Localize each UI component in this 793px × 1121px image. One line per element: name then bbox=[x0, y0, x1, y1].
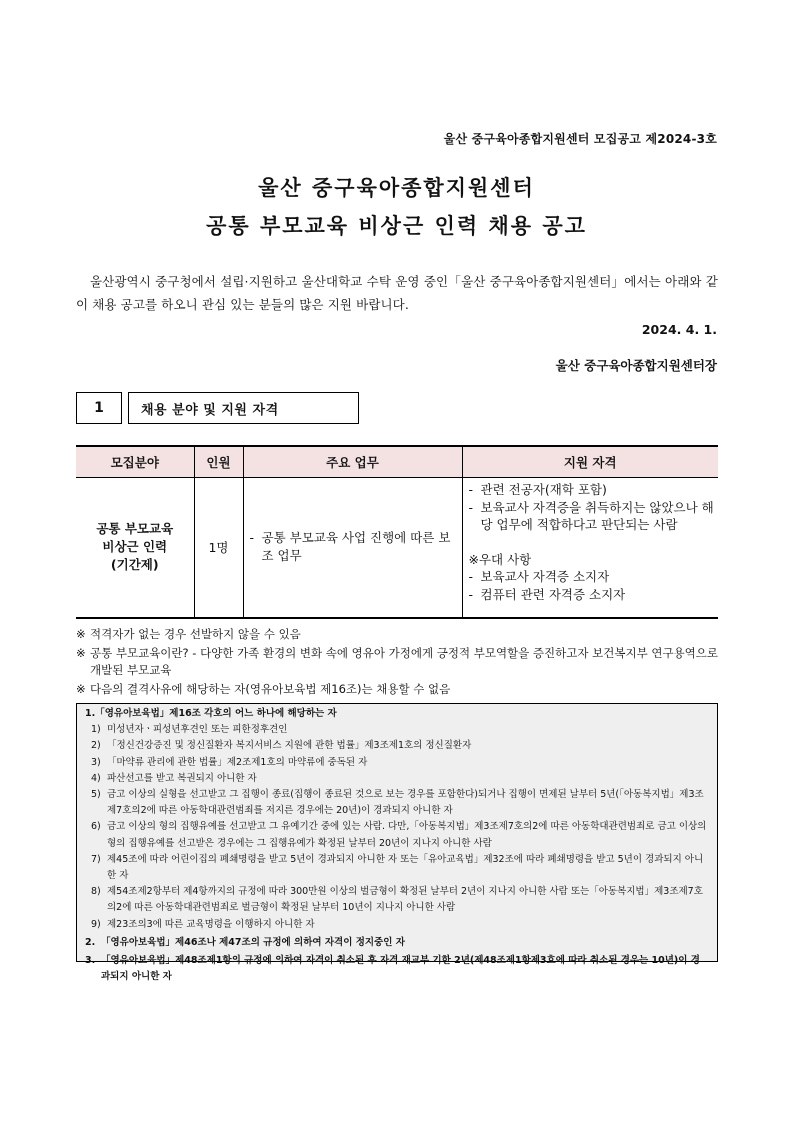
qualification-item: 관련 전공자(재학 포함) bbox=[480, 482, 607, 497]
field-line: 공통 부모교육 bbox=[96, 521, 174, 537]
list-item: 1) 미성년자ㆍ피성년후견인 또는 피한정후견인 bbox=[91, 724, 288, 736]
header-duty: 주요 업무 bbox=[243, 446, 462, 478]
list-item: 2) 「정신건강증진 및 정신질환자 복지서비스 지원에 관한 법률」제3조제1호의 정신질환자 bbox=[91, 740, 472, 752]
field-line: 비상근 인력 bbox=[102, 539, 168, 555]
recruitment-table bbox=[76, 445, 718, 619]
notes bbox=[76, 626, 718, 699]
list-item: 9) 제23조의3에 따른 교육명령을 이행하지 아니한 자 bbox=[91, 918, 315, 930]
disqualification-box bbox=[76, 703, 718, 983]
section-number: 1 bbox=[76, 392, 122, 424]
duty-text: 공통 부모교육 사업 진행에 따른 보조 업무 bbox=[261, 530, 451, 564]
note-item: ※ 적격자가 없는 경우 선발하지 않을 수 있음 bbox=[76, 627, 301, 641]
preference-item: 보육교사 자격증 소지자 bbox=[480, 569, 610, 584]
list-item: 3) 「마약류 관리에 관한 법률」제2조제1호의 마약류에 중독된 자 bbox=[91, 756, 368, 768]
qualification-cell: - 관련 전공자(재학 포함) - 보육교사 자격증을 취득하지는 않았으나 해당 업무에 적합하다고 판단되는 사람 ※우대 사항 - 보육교사 자격증 소지자 - 컴퓨터 관련 자격증 소지자 bbox=[462, 478, 718, 618]
table-header-row bbox=[76, 446, 718, 478]
intro-paragraph: 울산광역시 중구청에서 설립·지원하고 울산대학교 수탁 운영 중인「울산 중구육아종합지원센터」에서는 아래와 같이 채용 공고를 하오니 관심 있는 분들의 많은 지원 바랍니다. bbox=[76, 274, 718, 312]
title-recruitment: 공통 부모교육 비상근 인력 채용 공고 bbox=[206, 214, 587, 238]
qualification-item: 보육교사 자격증을 취득하지는 않았으나 해당 업무에 적합하다고 판단되는 사람 bbox=[480, 499, 714, 532]
field-cell bbox=[76, 478, 194, 618]
list-item: 5) 금고 이상의 실형을 선고받고 그 집행이 종료(집행이 종료된 것으로 보는 경우를 포함한다)되거나 집행이 면제된 날부터 5년(「아동복지법」제3조제7호의2에 따른 아동학대관련범죄를 저지른 경우에는 20년)이 경과되지 아니한 자 bbox=[91, 789, 704, 817]
note-item: ※ 공통 부모교육이란? - 다양한 가족 환경의 변화 속에 영유아 가정에게 긍정적 부모역할을 증진하고자 보건복지부 연구용역으로 개발된 부모교육 bbox=[76, 645, 718, 677]
list-item: 7) 제45조에 따라 어린이집의 폐쇄명령을 받고 5년이 경과되지 아니한 자 또는「유아교육법」제32조에 따라 폐쇄명령을 받고 5년이 경과되지 아니한 자 bbox=[91, 853, 704, 882]
preference-title: ※우대 사항 bbox=[468, 551, 532, 567]
table-row bbox=[76, 478, 718, 618]
count-cell: 1명 bbox=[194, 478, 243, 618]
center-director: 울산 중구육아종합지원센터장 bbox=[555, 358, 717, 373]
header-field: 모집분야 bbox=[76, 446, 194, 478]
header-count: 인원 bbox=[194, 446, 243, 478]
list-item: 8) 제54조제2항부터 제4항까지의 규정에 따라 300만원 이상의 벌금형이 확정된 날부터 2년이 지나지 아니한 사람 또는「아동복지법」제3조제7호의2에 따른 아동학대관련범죄로 벌금형이 확정된 날부터 10년이 지나지 아니한 사람 bbox=[91, 886, 703, 914]
disqualification-head-2: 2. 「영유아보육법」제46조나 제47조의 규정에 의하여 자격이 정지중인 자 bbox=[85, 936, 405, 948]
disqualification-head-3: 3. 「영유아보육법」제48조제1항의 규정에 의하여 자격이 취소된 후 자격 재교부 기한 2년(제48조제1항제3호에 따라 취소된 경우는 10년)이 경과되지 아니한 자 bbox=[85, 955, 700, 983]
header-qualification: 지원 자격 bbox=[462, 446, 718, 478]
duty-cell: - 공통 부모교육 사업 진행에 따른 보조 업무 bbox=[243, 478, 462, 618]
field-line: (기간제) bbox=[110, 557, 159, 573]
note-item: ※ 다음의 결격사유에 해당하는 자(영유아보육법 제16조)는 채용할 수 없음 bbox=[76, 681, 451, 696]
notice-number: 울산 중구육아종합지원센터 모집공고 제2024-3호 bbox=[443, 132, 717, 146]
list-item: 6) 금고 이상의 형의 집행유예를 선고받고 그 유예기간 중에 있는 사람. 다만,「아동복지법」제3조제7호의2에 따른 아동학대관련범죄로 금고 이상의 형의 집행유예를 선고받은 경우에는 그 집행유예가 확정된 날부터 20년이 지나지 아니한 사람 bbox=[91, 821, 707, 849]
title-center-name: 울산 중구육아종합지원센터 bbox=[258, 176, 535, 200]
announcement-date: 2024. 4. 1. bbox=[641, 322, 717, 337]
section-title: 채용 분야 및 지원 자격 bbox=[128, 392, 359, 424]
preference-item: 컴퓨터 관련 자격증 소지자 bbox=[480, 586, 626, 602]
list-item: 4) 파산선고를 받고 복권되지 아니한 자 bbox=[91, 772, 257, 784]
disqualification-head-1: 1.「영유아보육법」제16조 각호의 어느 하나에 해당하는 자 bbox=[85, 708, 337, 719]
